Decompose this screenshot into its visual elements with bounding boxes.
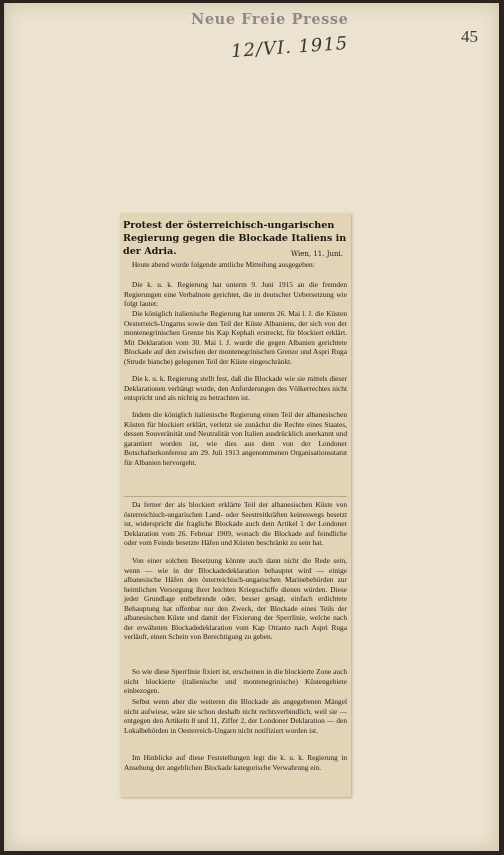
article-dateline: Wien, 11. Juni. — [290, 250, 343, 258]
paragraph-blockade-declaration: Die königlich italienische Regierung hat unterm 26. Mai l. J. die Küsten Oesterreich-Ungarns sowie den Teil der Küste Albaniens, der sich von der montenegrinischen Grenze bis Kap Kephali erstreckt, für blockiert erklärt. Mit Deklaration vom 30. Mai l. J. wurde die gegen Albanien gerichtete Blockade auf den zwischen der montenegrinischen Grenze und Aspri Ruga (Strude bianche) gelegenen Teil der Küste eingeschränkt. — [124, 309, 347, 366]
handwritten-date: 12/VI. 1915 — [230, 32, 349, 63]
paragraph-nullity: Die k. u. k. Regierung stellt fest, daß die Blockade wie sie mittels dieser Deklarationen verhängt wurde, den Anforderungen des Völkerrechtes nicht entspricht und als nichtig zu betrachten ist. — [124, 374, 347, 403]
article-headline: Protest der österreichisch-ungarischen Regierung gegen die Blockade Italiens in der Adria. — [123, 220, 347, 257]
paragraph-intro: Heute abend wurde folgende amtliche Mitteilung ausgegeben: — [132, 260, 315, 269]
paragraph-protest: Im Hinblicke auf diese Feststellungen legt die k. u. k. Regierung in Ansehung der angeblichen Blockade kategorische Verwahrung ein. — [124, 753, 347, 772]
paragraph-london-declaration: Da ferner der als blockiert erklärte Teil der albanesischen Küste von österreichisch-ungarischen Land- oder Seestreitkräften keineswegs besetzt ist, widerspricht die fragliche Blockade auch dem Artikel 1 der Londoner Deklaration vom 26. Februar 1909, wonach die Blockade auf feindliche oder vom Feinde besetzte Häfen und Küsten beschränkt zu sein hat. — [124, 500, 347, 548]
paragraph-albania-sovereignty: Indem die königlich italienische Regierung einen Teil der albanesischen Küsten für blockiert erklärt, verletzt sie zunächst die Rechte eines Staates, dessen Souveränität und Neutralität von Italien ausdrücklich anerkannt und garantiert worden ist, wie dies aus dem von der Londoner Botschafterkonferenz am 29. Juli 1913 angenommenen Organisationsstatut für Albanien hervorgeht. — [124, 410, 347, 467]
paragraph-blockade-line: So wie diese Sperrlinie fixiert ist, erscheinen in die blockierte Zone auch nicht blockierte (italienische und montenegrinische) Küstengebiete einbezogen. — [124, 667, 347, 696]
page-number: 45 — [461, 27, 478, 46]
column-separator — [124, 496, 347, 497]
paragraph-note: Die k. u. k. Regierung hat unterm 9. Juni 1915 an die fremden Regierungen eine Verbalnote gerichtet, die in deutscher Uebersetzung wie folgt lautet: — [124, 280, 347, 309]
newspaper-stamp: Neue Freie Presse — [191, 11, 349, 28]
paragraph-occupation: Von einer solchen Besetzung könnte auch dann nicht die Rede sein, wenn — wie in der Blockadedeklaration behauptet wird — einige albanesische Häfen den österreichisch-ungarischen Marinebehörden zur heimlichen Versorgung ihrer leichten Kriegsschiffe dienen würden. Diese jeder Grundlage entbehrende oder, besser gesagt, einfach erdichtete Behauptung hat offenbar nur den Zweck, der Blockade eines Teils der albanesischen Küste und damit der Fixierung der Sperrlinie, welche nach der erwähnten Blockadedeklaration vom Kap Otranto nach Aspri Ruga verläuft, einen Schein von Berechtigung zu geben. — [124, 556, 347, 642]
article-body — [120, 213, 351, 797]
paragraph-notification: Selbst wenn aber die weiteren die Blockade als angegebenen Mängel nicht aufwiese, wäre sie schon deshalb nicht rechtsverbindlich, weil sie — entgegen den Artikeln 8 und 11, Ziffer 2, der Londoner Deklaration — den Lokalbehörden in Oesterreich-Ungarn nicht notifiziert worden ist. — [124, 697, 347, 735]
newspaper-clipping — [120, 213, 351, 797]
